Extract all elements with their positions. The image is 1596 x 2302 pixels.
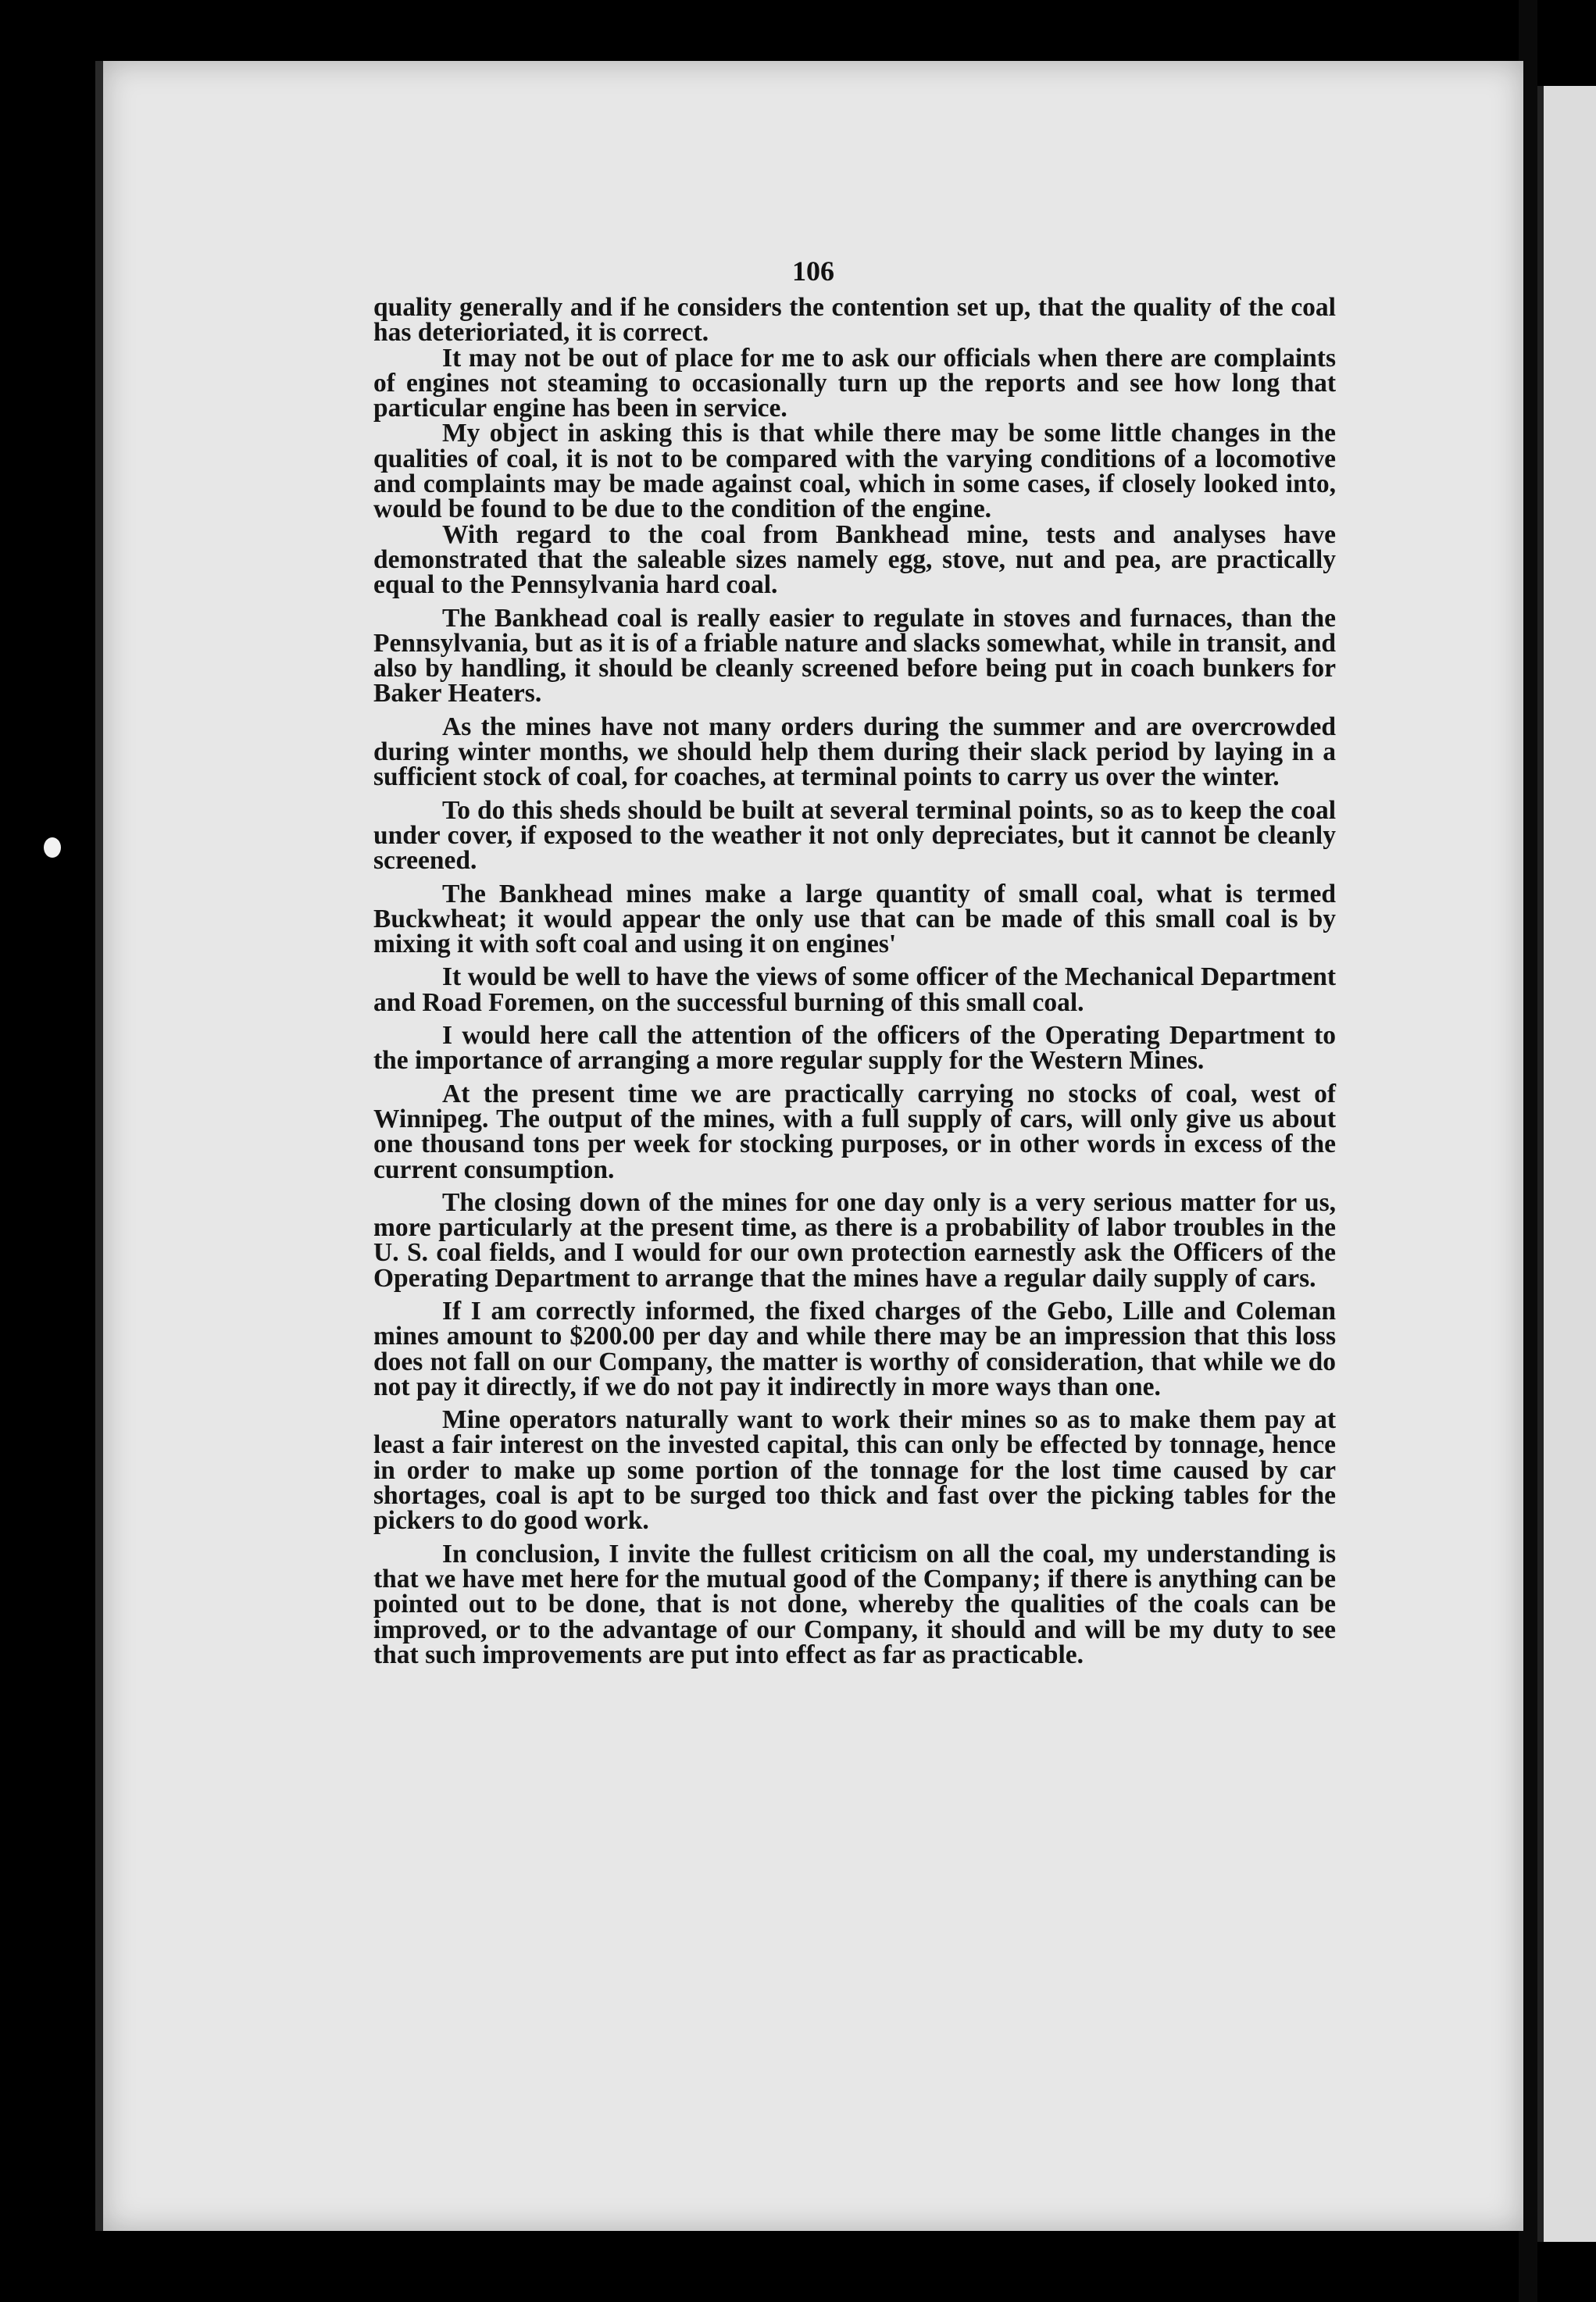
- paragraph: Mine operators naturally want to work their mines so as to make them pay at least a fair interest on the invested capital, this can only be effected by tonnage, hence in order to make up some portion of the tonnage for the lost time caused by car shortages, coal is apt to be surged too thick and fast over the picking tables for the pickers to do good work.: [373, 1405, 1336, 1536]
- paragraph: It would be well to have the views of some officer of the Mechanical Department and Road Foremen, on the successful burning of this small coal.: [373, 962, 1336, 1017]
- paragraph: It may not be out of place for me to ask our officials when there are complaints of engines not steaming to occasionally turn up the reports and see how long that particular engine has been in service.: [373, 343, 1336, 423]
- paragraph: The Bankhead mines make a large quantity of small coal, what is termed Buckwheat; it would appear the only use that can be made of this small coal is by mixing it with soft coal and using it on engines': [373, 879, 1336, 959]
- paragraph: To do this sheds should be built at several terminal points, so as to keep the coal under cover, if exposed to the weather it not only depreciates, but it cannot be cleanly screened.: [373, 795, 1336, 876]
- paragraph: The Bankhead coal is really easier to regulate in stoves and furnaces, than the Pennsylvania, but as it is of a friable nature and slacks somewhat, while in transit, and also by handling, it should be cleanly screened before being put in coach bunkers for Baker Heaters.: [373, 603, 1336, 708]
- paragraph: The closing down of the mines for one day only is a very serious matter for us, more particularly at the present time, as there is a probability of labor troubles in the U. S. coal fields, and I would for our own protection earnestly ask the Officers of the Operating Department to arrange that the mines have a regular daily supply of cars.: [373, 1187, 1336, 1293]
- paragraph: With regard to the coal from Bankhead mine, tests and analyses have demonstrated that the saleable sizes namely egg, stove, nut and pea, are practically equal to the Pennsylvania hard coal.: [373, 519, 1336, 600]
- punch-hole: [44, 837, 61, 858]
- paragraph: quality generally and if he considers the contention set up, that the quality of the coal has deterioriated, it is correct.: [373, 293, 1336, 348]
- paragraph: My object in asking this is that while there may be some little changes in the qualities of coal, it is not to be compared with the varying conditions of a locomotive and complaints may be made against coal, which in some cases, if closely looked into, would be found to be due to the condition of the engine.: [373, 419, 1336, 524]
- paragraph: As the mines have not many orders during the summer and are overcrowded during winter months, we should help them during their slack period by laying in a sufficient stock of coal, for coaches, at terminal points to carry us over the winter.: [373, 712, 1336, 792]
- page-number: 106: [792, 255, 834, 287]
- paragraph: If I am correctly informed, the fixed charges of the Gebo, Lille and Coleman mines amount to $200.00 per day and while there may be an impression that this loss does not fall on our Company, the matter is worthy of consideration, that while we do not pay it directly, if we do not pay it indirectly in more ways than one.: [373, 1296, 1336, 1401]
- paragraph: In conclusion, I invite the fullest criticism on all the coal, my understanding is that we have met here for the mutual good of the Company; if there is anything can be pointed out to be done, that is not done, whereby the qualities of the coals can be improved, or to the advantage of our Company, it should and will be my duty to see that such improvements are put into effect as far as practicable.: [373, 1539, 1336, 1669]
- body-text: [373, 295, 1336, 1668]
- paragraph: At the present time we are practically carrying no stocks of coal, west of Winnipeg. The output of the mines, with a full supply of cars, will only give us about one thousand tons per week for stocking purposes, or in other words in excess of the current consumption.: [373, 1079, 1336, 1184]
- paragraph: I would here call the attention of the officers of the Operating Department to the importance of arranging a more regular supply for the Western Mines.: [373, 1021, 1336, 1076]
- next-page-edge: [1537, 86, 1596, 2242]
- document-page: [95, 61, 1523, 2231]
